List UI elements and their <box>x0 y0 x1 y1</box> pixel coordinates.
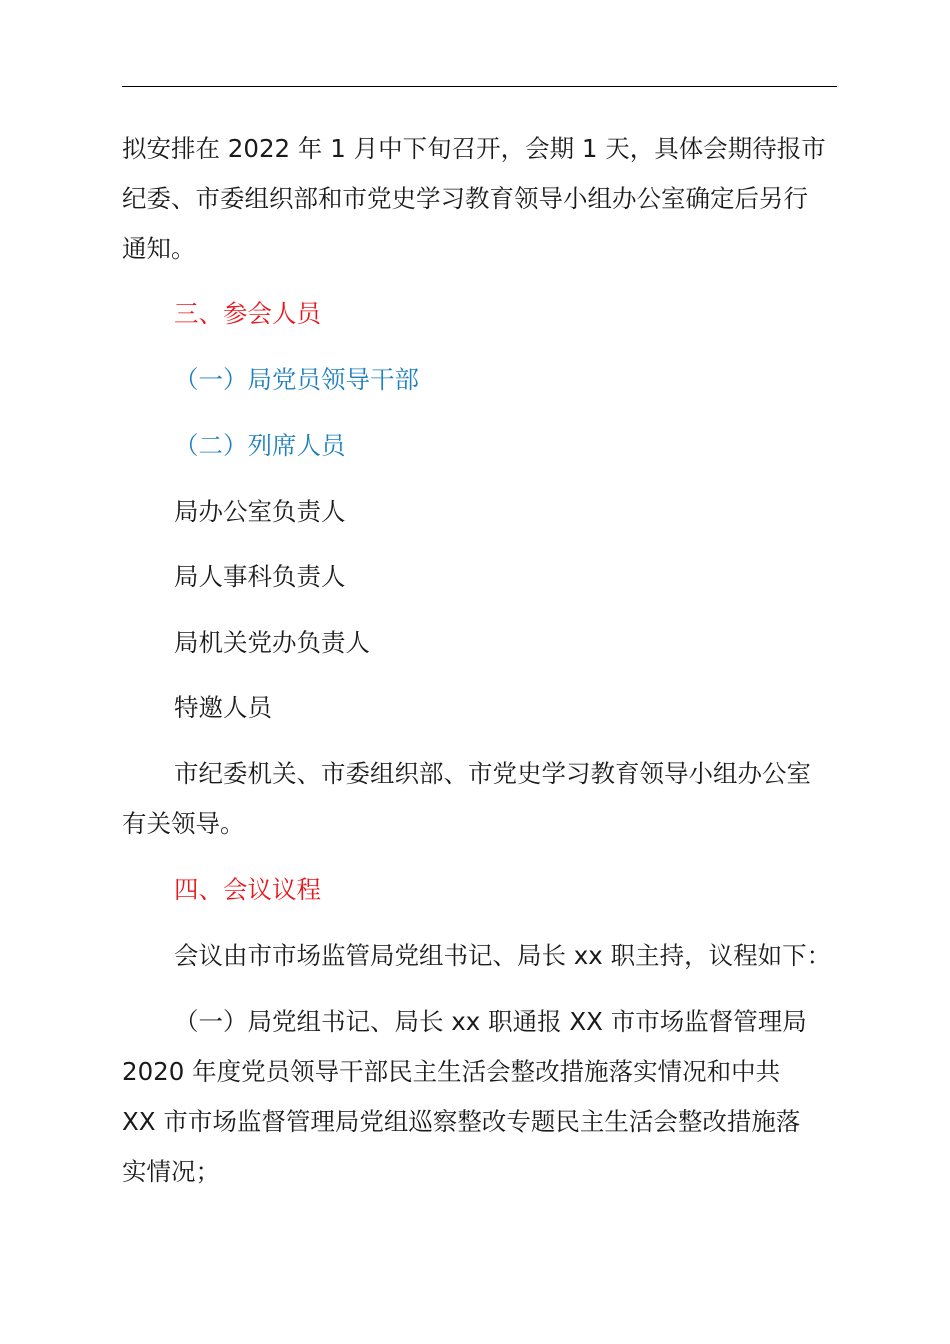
section-three-sub-one: （一）局党员领导干部 <box>174 365 419 394</box>
header-rule <box>122 86 837 87</box>
agenda-item-one-line-4: 实情况； <box>122 1157 220 1186</box>
section-four-heading: 四、会议议程 <box>174 875 321 904</box>
section-three-sub-two: （二）列席人员 <box>174 431 346 460</box>
attendee-item: 局机关党办负责人 <box>174 628 370 657</box>
agenda-item-one-line-2: 2020 年度党员领导干部民主生活会整改措施落实情况和中共 <box>122 1057 781 1086</box>
special-guests-line-2: 有关领导。 <box>122 809 245 838</box>
agenda-item-one-line-1: （一）局党组书记、局长 xx 职通报 XX 市市场监督管理局 <box>174 1007 807 1036</box>
section-three-heading: 三、参会人员 <box>174 299 321 328</box>
attendee-item: 局办公室负责人 <box>174 497 346 526</box>
intro-line-3: 通知。 <box>122 234 196 263</box>
attendee-item: 局人事科负责人 <box>174 562 346 591</box>
intro-line-2: 纪委、市委组织部和市党史学习教育领导小组办公室确定后另行 <box>122 184 808 213</box>
intro-line-1: 拟安排在 2022 年 1 月中下旬召开，会期 1 天，具体会期待报市 <box>122 134 826 163</box>
agenda-item-one-line-3: XX 市市场监督管理局党组巡察整改专题民主生活会整改措施落 <box>122 1107 801 1136</box>
host-line: 会议由市市场监管局党组书记、局长 xx 职主持，议程如下： <box>174 941 832 970</box>
attendee-item: 特邀人员 <box>174 693 272 722</box>
special-guests-line-1: 市纪委机关、市委组织部、市党史学习教育领导小组办公室 <box>174 759 811 788</box>
